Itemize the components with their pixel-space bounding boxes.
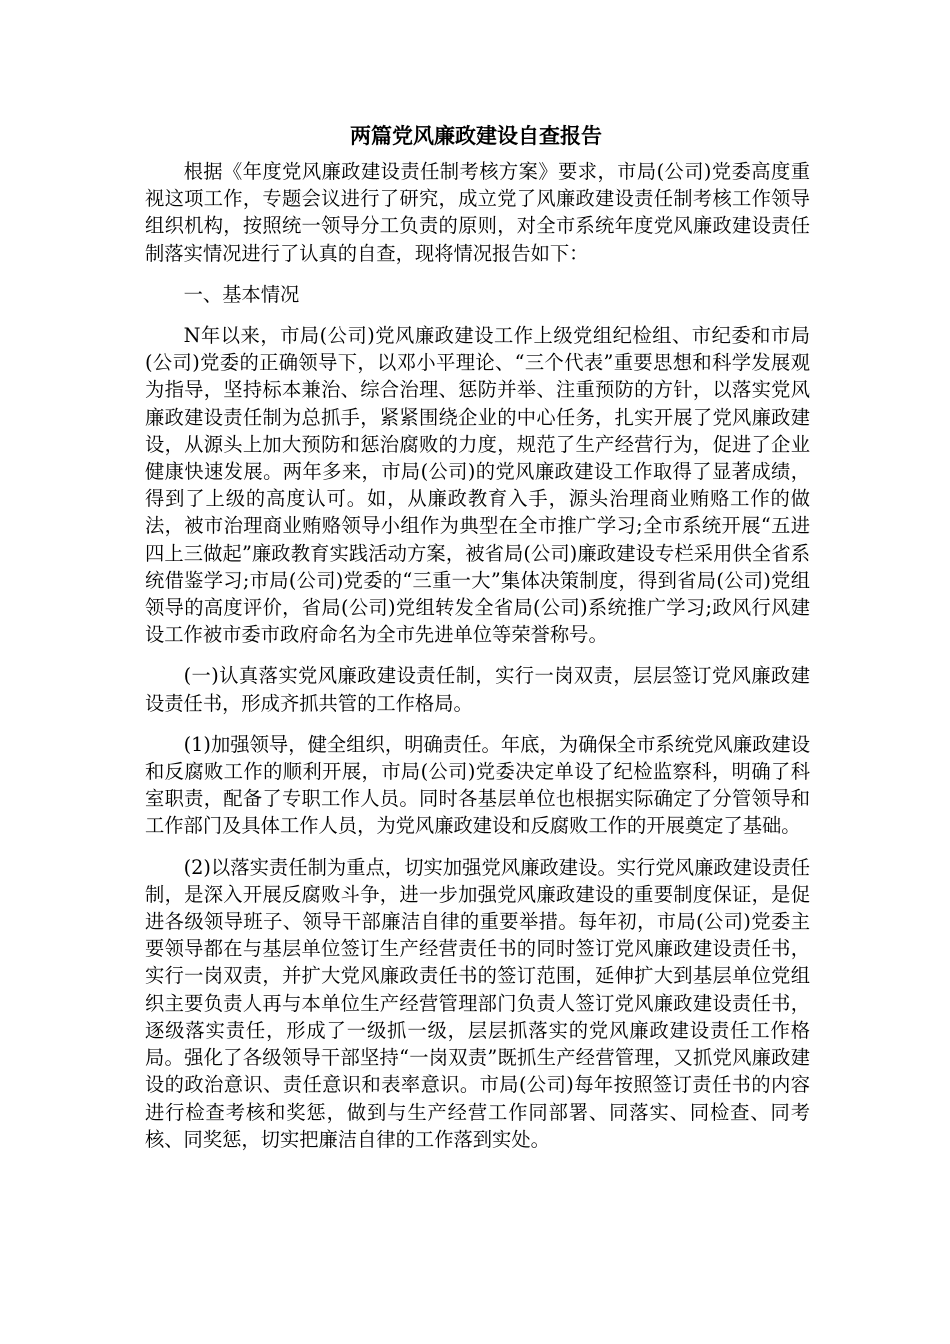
document-title: 两篇党风廉政建设自查报告 xyxy=(350,123,602,148)
paragraph-subsection-one: (一)认真落实党风廉政建设责任制，实行一岗双责，层层签订党风廉政建设责任书，形成齐抓共管的工作格局。 xyxy=(145,664,810,715)
paragraph-item-2: (2)以落实责任制为重点，切实加强党风廉政建设。实行党风廉政建设责任制，是深入开展反腐败斗争，进一步加强党风廉政建设的重要制度保证，是促进各级领导班子、领导干部廉洁自律的重要举措。每年初，市局(公司)党委主要领导都在与基层单位签订生产经营责任书的同时签订党风廉政建设责任书，实行一岗双责，并扩大党风廉政责任书的签订范围，延伸扩大到基层单位党组织主要负责人再与本单位生产经营管理部门负责人签订党风廉政建设责任书，逐级落实责任，形成了一级抓一级，层层抓落实的党风廉政建设责任工作格局。强化了各级领导干部坚持“一岗双责”既抓生产经营管理，又抓党风廉政建设的政治意识、责任意识和表率意识。市局(公司)每年按照签订责任书的内容进行检查考核和奖惩，做到与生产经营工作同部署、同落实、同检查、同考核、同奖惩，切实把廉洁自律的工作落到实处。 xyxy=(145,855,810,1151)
paragraph-overview: N年以来，市局(公司)党风廉政建设工作上级党组纪检组、市纪委和市局(公司)党委的正确领导下，以邓小平理论、“三个代表”重要思想和科学发展观为指导，坚持标本兼治、综合治理、惩防并举、注重预防的方针，以落实党风廉政建设责任制为总抓手，紧紧围绕企业的中心任务，扎实开展了党风廉政建设，从源头上加大预防和惩治腐败的力度，规范了生产经营行为，促进了企业健康快速发展。两年多来，市局(公司)的党风廉政建设工作取得了显著成绩，得到了上级的高度认可。如，从廉政教育入手，源头治理商业贿赂工作的做法，被市治理商业贿赂领导小组作为典型在全市推广学习;全市系统开展“五进四上三做起”廉政教育实践活动方案，被省局(公司)廉政建设专栏采用供全省系统借鉴学习;市局(公司)党委的“三重一大”集体决策制度，得到省局(公司)党组领导的高度评价，省局(公司)党组转发全省局(公司)系统推广学习;政风行风建设工作被市委市政府命名为全市先进单位等荣誉称号。 xyxy=(145,324,810,647)
paragraph-item-1: (1)加强领导，健全组织，明确责任。年底，为确保全市系统党风廉政建设和反腐败工作的顺利开展，市局(公司)党委决定单设了纪检监察科，明确了科室职责，配备了专职工作人员。同时各基层单位也根据实际确定了分管领导和工作部门及具体工作人员，为党风廉政建设和反腐败工作的开展奠定了基础。 xyxy=(145,732,810,838)
section-heading-basic-situation: 一、基本情况 xyxy=(183,282,300,306)
paragraph-intro: 根据《年度党风廉政建设责任制考核方案》要求，市局(公司)党委高度重视这项工作，专题会议进行了研究，成立党了风廉政建设责任制考核工作领导组织机构，按照统一领导分工负责的原则，对全市系统年度党风廉政建设责任制落实情况进行了认真的自查，现将情况报告如下： xyxy=(145,160,810,265)
document-body xyxy=(145,158,810,1153)
